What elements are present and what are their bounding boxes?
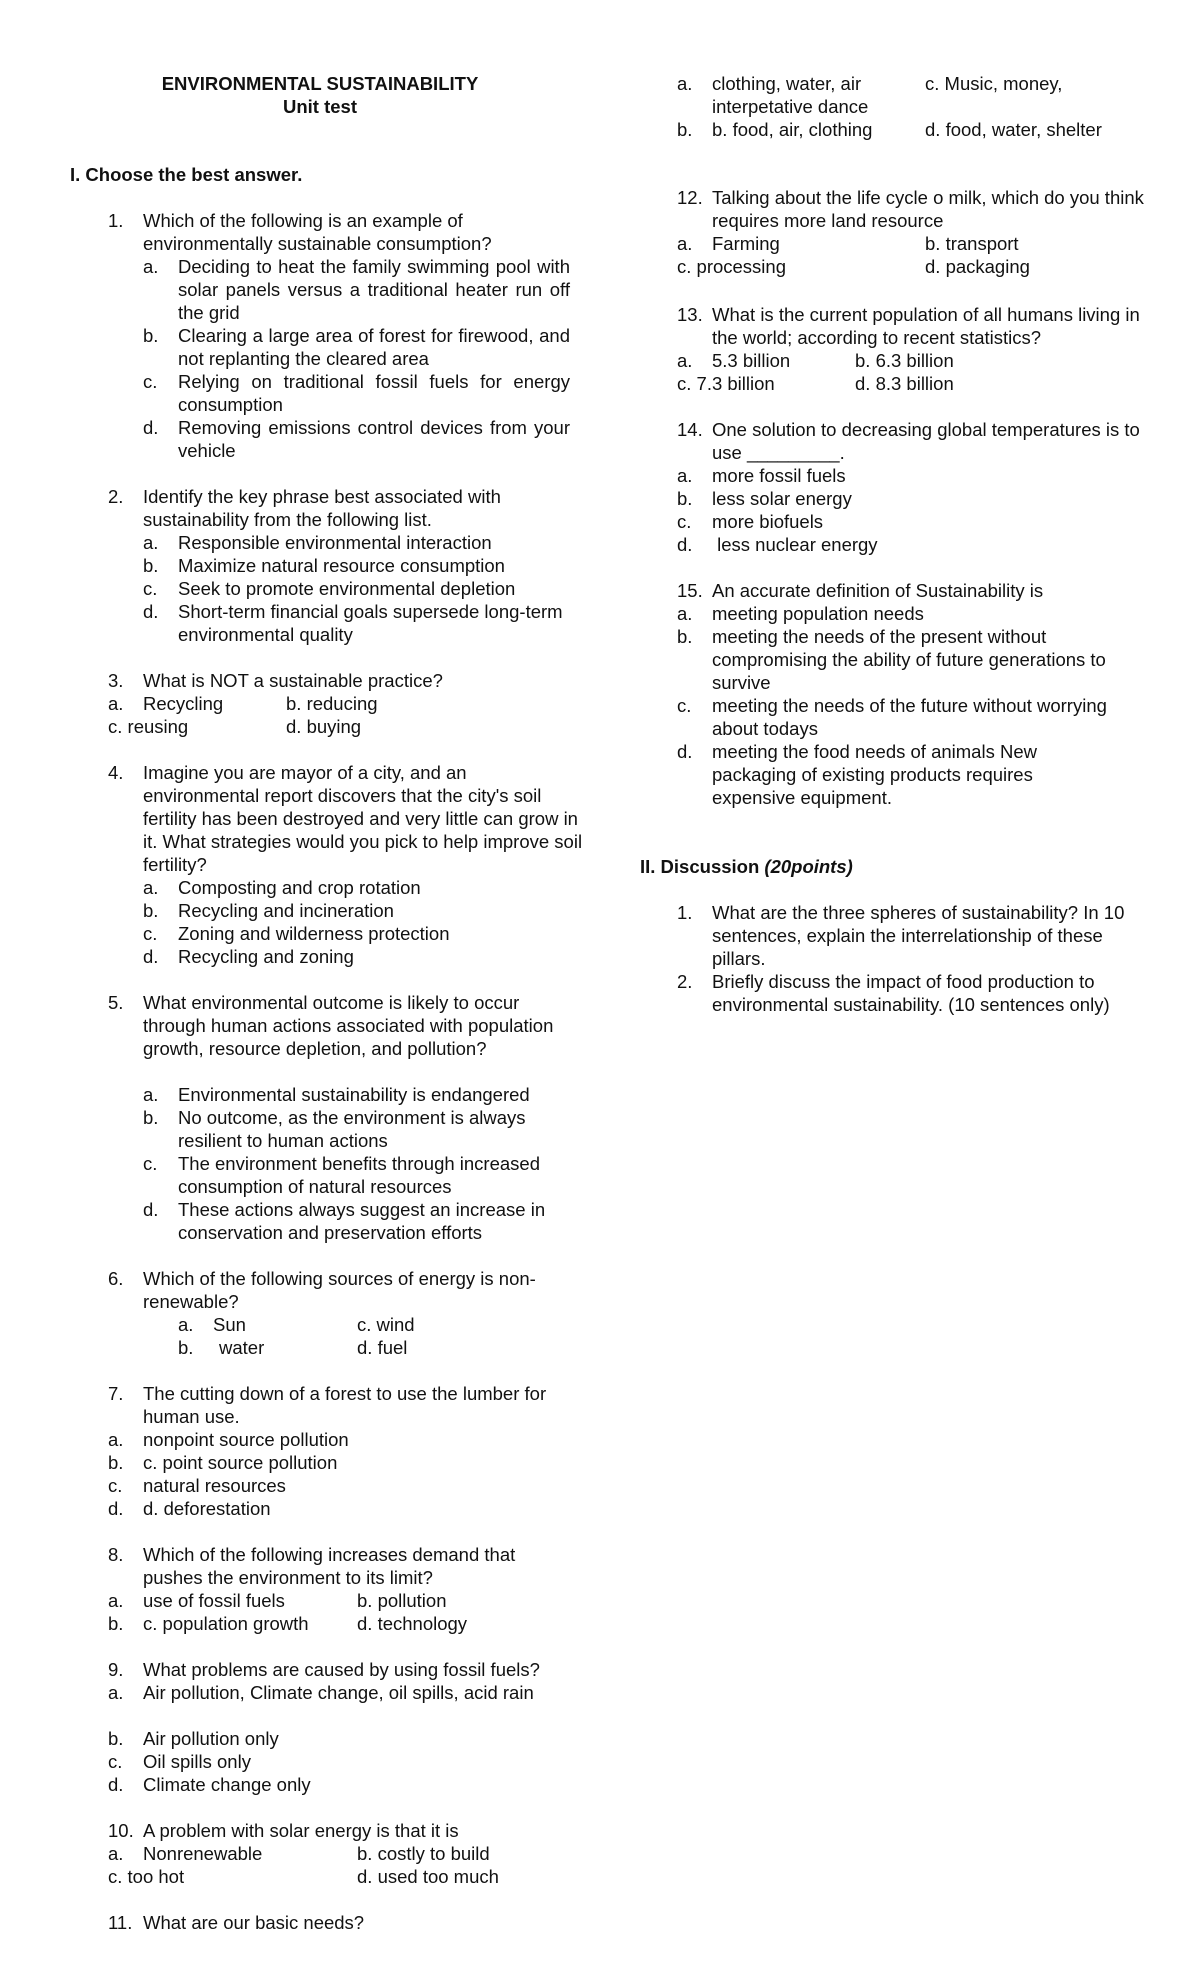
option-label: a. [178,1314,194,1335]
option-d: d. food, water, shelter [925,119,1102,140]
option-label: d. [143,1199,159,1220]
question-text: Imagine you are mayor of a city, and an environmental report discovers that the city's soil fertility has been destroyed and very little can grow in it. What strategies would you pick to help improve soil fertility? [143,762,583,875]
option-b: Maximize natural resource consumption [178,555,505,576]
option-label: b. [108,1452,124,1473]
question-number: 9. [108,1659,124,1680]
option-label: a. [677,465,693,486]
option-b: less solar energy [712,488,852,509]
option-label: a. [108,693,124,714]
question-number: 14. [677,419,703,440]
option-label: d. [677,534,693,555]
option-b: c. point source pollution [143,1452,338,1473]
option-a: use of fossil fuels [143,1590,285,1611]
option-label: d. [143,417,159,438]
option-label: b. [143,900,159,921]
option-b: b. 6.3 billion [855,350,954,371]
question-text: Which of the following is an example of environmentally sustainable consumption? [143,210,492,254]
question-number: 2. [108,486,124,507]
question-text: What is the current population of all humans living in the world; according to recent statistics? [712,304,1140,348]
option-b: b. food, air, clothing [712,119,873,140]
option-d: d. used too much [357,1866,499,1887]
option-d: less nuclear energy [712,534,878,555]
option-label: a. [677,603,693,624]
option-label: a. [108,1682,124,1703]
question-text: What environmental outcome is likely to occur through human actions associated with population growth, resource depletion, and pollution? [143,992,554,1059]
question-number: 13. [677,304,703,325]
question-number: 3. [108,670,124,691]
option-c: Seek to promote environmental depletion [178,578,516,599]
question-number: 6. [108,1268,124,1289]
discussion-text: What are the three spheres of sustainability? In 10 sentences, explain the interrelationship of these pillars. [712,902,1125,969]
option-a: Composting and crop rotation [178,877,421,898]
question-text: A problem with solar energy is that it is [143,1820,459,1841]
page-subtitle: Unit test [283,96,357,117]
option-label: b. [108,1613,124,1634]
option-label: a. [143,532,159,553]
option-d: d. buying [286,716,362,737]
option-b: c. population growth [143,1613,309,1634]
question-text: Talking about the life cycle o milk, which do you think requires more land resource [712,187,1144,231]
option-a: Sun [213,1314,246,1335]
question-number: 1. [108,210,124,231]
option-d: Recycling and zoning [178,946,354,967]
option-b: Clearing a large area of forest for firewood, and not replanting the cleared area [178,325,570,369]
option-c: Zoning and wilderness protection [178,923,450,944]
question-text: The cutting down of a forest to use the lumber for human use. [143,1383,547,1427]
option-label: b. [143,555,159,576]
option-d: Removing emissions control devices from your vehicle [178,417,570,461]
question-number: 12. [677,187,703,208]
option-b: b. costly to build [357,1843,490,1864]
option-c: Relying on traditional fossil fuels for energy consumption [178,371,570,415]
question-number: 5. [108,992,124,1013]
option-c: c. processing [677,256,786,277]
question-text: What is NOT a sustainable practice? [143,670,443,691]
option-label: a. [677,73,693,94]
option-label: b. [143,1107,159,1128]
question-number: 7. [108,1383,124,1404]
option-c: c. 7.3 billion [677,373,775,394]
question-number: 15. [677,580,703,601]
option-label: a. [143,256,159,277]
question-number: 11. [108,1912,133,1933]
option-label: a. [143,877,159,898]
question-text: What are our basic needs? [143,1912,365,1933]
section-2-heading: II. Discussion [640,856,760,877]
option-c: The environment benefits through increased consumption of natural resources [178,1153,540,1197]
option-label: c. [108,1475,123,1496]
option-d: d. packaging [925,256,1030,277]
option-a: 5.3 billion [712,350,791,371]
section-1-title: I. Choose the best answer. [70,164,303,185]
option-label: a. [108,1429,124,1450]
option-label: a. [108,1843,124,1864]
option-label: a. [677,350,693,371]
option-label: d. [143,946,159,967]
option-c: b. pollution [357,1590,447,1611]
question-text: An accurate definition of Sustainability is [712,580,1044,601]
option-label: a. [677,233,693,254]
option-label: b. [178,1337,194,1358]
option-d: meeting the food needs of animals New packaging of existing products requires expensive equipment. [712,741,1037,808]
question-text: One solution to decreasing global temperatures is to use _________. [712,419,1140,463]
option-label: a. [143,1084,159,1105]
discussion-number: 1. [677,902,693,923]
option-b: No outcome, as the environment is always resilient to human actions [178,1107,526,1151]
option-c: meeting the needs of the future without worrying about todays [712,695,1107,739]
option-d: d. 8.3 billion [855,373,954,394]
option-b: Recycling and incineration [178,900,394,921]
option-label: b. [677,626,693,647]
option-c: c. wind [357,1314,415,1335]
discussion-text: Briefly discuss the impact of food production to environmental sustainability. (10 sentences only) [712,971,1110,1015]
option-label: b. [143,325,159,346]
option-c: c. too hot [108,1866,185,1887]
option-a: Farming [712,233,780,254]
option-c: c. reusing [108,716,189,737]
option-a: more fossil fuels [712,465,846,486]
option-a: Environmental sustainability is endangered [178,1084,530,1105]
section-2-title [640,855,853,878]
option-label: b. [677,119,693,140]
option-a: Deciding to heat the family swimming pool with solar panels versus a traditional heater run off the grid [178,256,570,323]
question-number: 4. [108,762,124,783]
option-label: d. [677,741,693,762]
option-label: c. [677,511,692,532]
discussion-number: 2. [677,971,693,992]
option-a: Responsible environmental interaction [178,532,492,553]
option-d: Climate change only [143,1774,311,1795]
option-label: d. [108,1774,124,1795]
option-b: b. reducing [286,693,378,714]
option-a: nonpoint source pollution [143,1429,349,1450]
option-label: b. [108,1728,124,1749]
option-c: c. Music, money, [925,73,1063,94]
option-label: c. [143,1153,158,1174]
section-2-points: (20points) [764,856,853,877]
question-text: Which of the following increases demand that pushes the environment to its limit? [143,1544,516,1588]
option-b: water [219,1337,265,1358]
option-c: more biofuels [712,511,824,532]
option-label: c. [108,1751,123,1772]
option-label: c. [143,923,158,944]
option-b: Air pollution only [143,1728,279,1749]
question-number: 10. [108,1820,134,1841]
option-c: natural resources [143,1475,286,1496]
option-label: c. [143,371,158,392]
question-text: Identify the key phrase best associated with sustainability from the following list. [143,486,501,530]
option-c: Oil spills only [143,1751,251,1772]
option-a: Recycling [143,693,224,714]
option-d: Short-term financial goals supersede long-term environmental quality [178,601,563,645]
option-b: meeting the needs of the present without compromising the ability of future generations to survive [712,626,1106,693]
question-number: 8. [108,1544,124,1565]
option-label: d. [108,1498,124,1519]
option-a: clothing, water, air interpetative dance [712,73,869,117]
option-label: b. [677,488,693,509]
option-a: Nonrenewable [143,1843,263,1864]
option-label: c. [677,695,692,716]
option-label: c. [143,578,158,599]
option-label: a. [108,1590,124,1611]
option-d: d. deforestation [143,1498,271,1519]
question-text: Which of the following sources of energy is non-renewable? [143,1268,536,1312]
option-d: d. fuel [357,1337,408,1358]
option-a: meeting population needs [712,603,924,624]
page-title: ENVIRONMENTAL SUSTAINABILITY [161,73,479,94]
option-label: d. [143,601,159,622]
option-b: b. transport [925,233,1019,254]
option-a: Air pollution, Climate change, oil spills, acid rain [143,1682,534,1703]
option-d: These actions always suggest an increase in conservation and preservation efforts [178,1199,546,1243]
option-d: d. technology [357,1613,468,1634]
question-text: What problems are caused by using fossil fuels? [143,1659,540,1680]
